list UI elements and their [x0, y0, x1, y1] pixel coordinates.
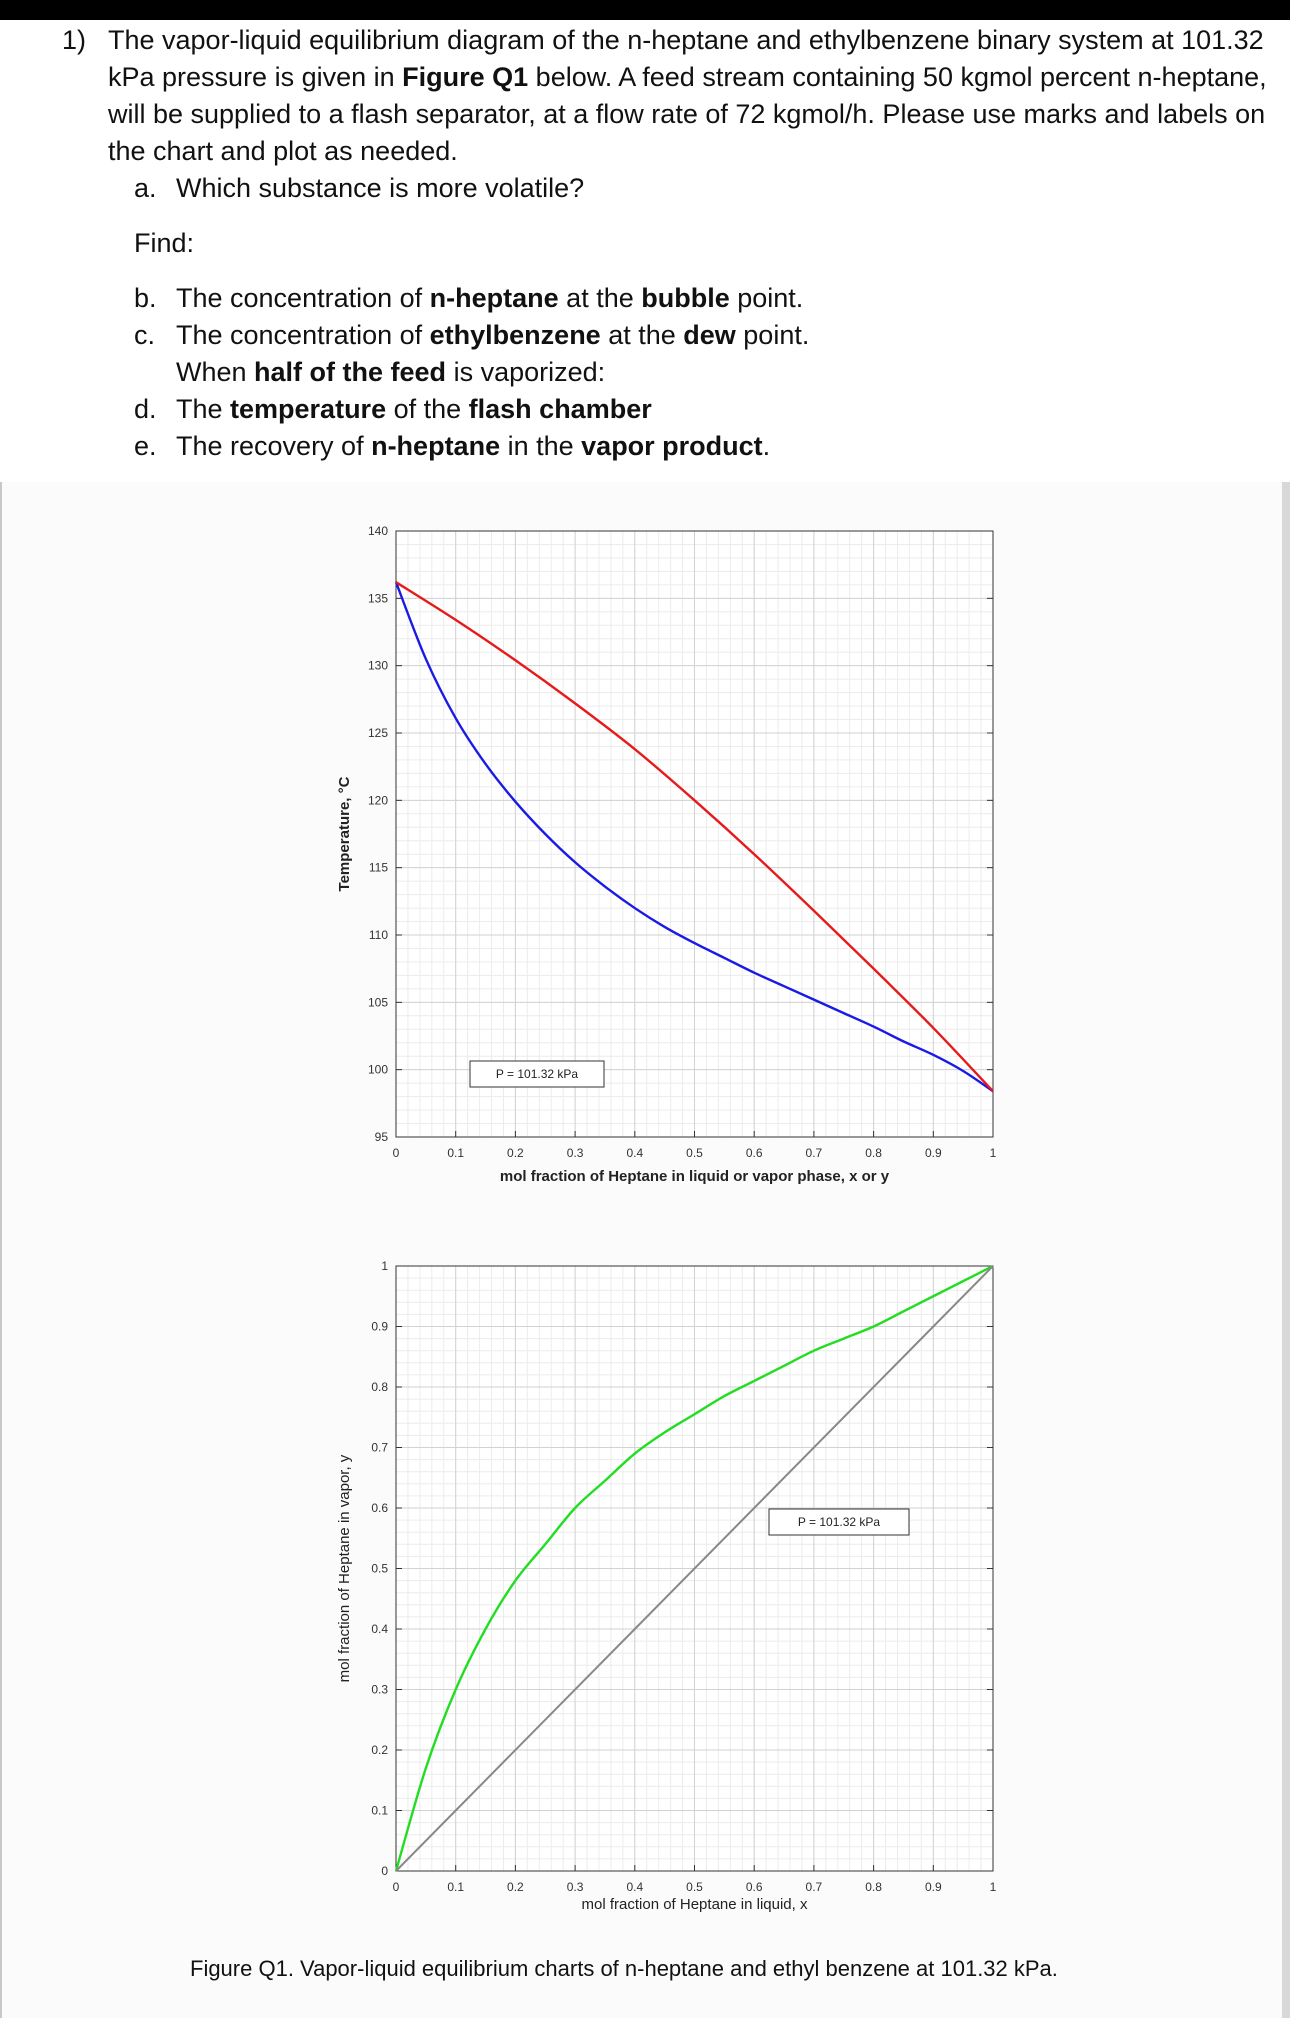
item-d-part2: temperature	[230, 394, 387, 424]
xy-xtick-label: 0.8	[865, 1880, 882, 1894]
intro-figure-ref: Figure Q1	[402, 62, 529, 92]
item-a-text: Which substance is more volatile?	[176, 173, 585, 203]
txy-xtick-label: 0.9	[924, 1146, 942, 1160]
txy-ytick-label: 110	[368, 928, 388, 942]
item-e-label: e.	[134, 431, 157, 461]
txy-xtick-label: 1	[989, 1146, 997, 1160]
item-c-part3: at the	[600, 320, 684, 350]
xy-ytick-label: 0.1	[371, 1803, 388, 1818]
xy-xtick-label: 0.5	[686, 1880, 703, 1894]
xy-xtick-label: 0	[392, 1880, 400, 1894]
xy-ytick-label: 0.8	[371, 1380, 388, 1394]
item-e-part3: in the	[500, 431, 582, 461]
item-d-part1: The	[176, 394, 231, 424]
xy-xtick-label: 0.4	[626, 1880, 644, 1894]
txy-xtick-label: 0.4	[626, 1146, 644, 1160]
txy-xtick-label: 0.8	[865, 1146, 882, 1160]
half-part1: When	[176, 357, 255, 387]
xy-xtick-label: 0.9	[924, 1880, 942, 1894]
xy-xtick-label: 0.1	[447, 1880, 465, 1894]
question-number: 1)	[62, 25, 87, 55]
item-d-part3: of the	[386, 394, 469, 424]
item-b-part3: at the	[558, 283, 642, 313]
xy-ytick-label: 0	[381, 1864, 388, 1878]
item-e-part4: vapor product	[581, 431, 763, 461]
xy-ylabel: mol fraction of Heptane in vapor, y	[336, 1454, 353, 1683]
item-c-label: c.	[134, 320, 156, 350]
intro-part-2: below. A feed stream containing 50 kgmol percent n-heptane, will be supplied to a flash separator, at a flow rate of 72 kgmol/h. Please use marks and labels on the chart and plot as needed.	[108, 62, 1267, 166]
xy-ytick-label: 0.7	[371, 1440, 388, 1455]
xy-ytick-label: 0.9	[371, 1319, 388, 1334]
xy-xlabel: mol fraction of Heptane in liquid, x	[581, 1896, 808, 1913]
xy-xtick-label: 0.6	[745, 1880, 763, 1894]
txy-xlabel: mol fraction of Heptane in liquid or vapor phase, x or y	[499, 1168, 890, 1185]
xy-xtick-label: 0.3	[566, 1880, 584, 1894]
txy-xtick-label: 0.6	[745, 1146, 763, 1160]
xy-ytick-label: 0.6	[371, 1501, 388, 1515]
item-b-part1: The concentration of	[176, 283, 430, 313]
xy-ytick-label: 0.4	[371, 1622, 388, 1636]
intro-part-1: The vapor-liquid equilibrium diagram of the n-heptane and ethylbenzene binary system at 101.32 kPa pressure is given in	[108, 25, 1264, 92]
txy-ytick-label: 105	[367, 995, 388, 1010]
txy-xtick-label: 0.2	[507, 1146, 524, 1160]
txy-ytick-label: 140	[367, 524, 388, 538]
txy-xtick-label: 0.5	[686, 1146, 703, 1160]
xy-xtick-label: 0.7	[805, 1880, 823, 1894]
item-b-part2: n-heptane	[429, 283, 559, 313]
xy-ytick-label: 0.3	[371, 1682, 388, 1697]
item-e-part1: The recovery of	[176, 431, 372, 461]
half-part2: half of the feed	[254, 357, 447, 387]
item-e-part5: .	[762, 431, 771, 461]
item-b-part5: point.	[729, 283, 804, 313]
half-part3: is vaporized:	[446, 357, 606, 387]
txy-ytick-label: 130	[367, 658, 388, 673]
xy-ytick-label: 1	[381, 1259, 388, 1273]
txy-annotation-text: P = 101.32 kPa	[495, 1067, 579, 1081]
txy-ytick-label: 125	[367, 726, 388, 740]
txy-ylabel: Temperature, °C	[336, 776, 353, 892]
txy-xtick-label: 0.3	[566, 1146, 584, 1160]
xy-annotation-text: P = 101.32 kPa	[797, 1515, 881, 1529]
xy-ytick-label: 0.5	[371, 1561, 388, 1576]
item-c-part1: The concentration of	[176, 320, 430, 350]
txy-ytick-label: 120	[367, 793, 388, 808]
txy-ytick-label: 100	[367, 1062, 388, 1077]
item-c-part4: dew	[683, 320, 736, 350]
xy-xtick-label: 1	[989, 1880, 997, 1894]
item-d-label: d.	[134, 394, 157, 424]
item-a-label: a.	[134, 173, 157, 203]
figure-caption: Figure Q1. Vapor-liquid equilibrium charts of n-heptane and ethyl benzene at 101.32 kPa.	[190, 1956, 1058, 1981]
txy-xtick-label: 0	[392, 1146, 400, 1160]
txy-xtick-label: 0.1	[447, 1146, 465, 1160]
item-e-part2: n-heptane	[371, 431, 501, 461]
xy-xtick-label: 0.2	[507, 1880, 524, 1894]
txy-ytick-label: 95	[374, 1130, 388, 1144]
item-d-part4: flash chamber	[468, 394, 652, 424]
item-b-label: b.	[134, 283, 157, 313]
txy-xtick-label: 0.7	[805, 1146, 823, 1160]
item-c-part2: ethylbenzene	[429, 320, 601, 350]
item-b-part4: bubble	[641, 283, 730, 313]
find-heading: Find:	[134, 228, 195, 258]
txy-ytick-label: 115	[368, 860, 388, 875]
item-c-part5: point.	[735, 320, 810, 350]
txy-ytick-label: 135	[367, 591, 388, 606]
xy-ytick-label: 0.2	[371, 1743, 388, 1757]
